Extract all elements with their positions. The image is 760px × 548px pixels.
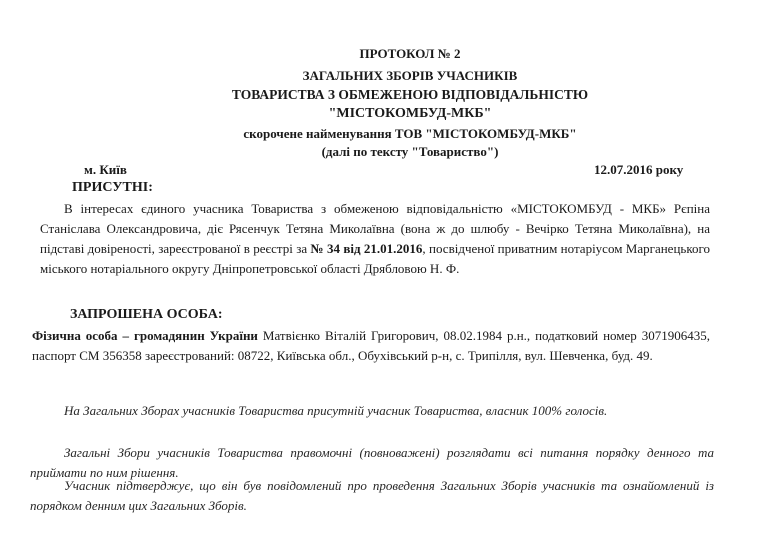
present-heading: ПРИСУТНІ:: [72, 180, 153, 195]
body-paragraph-3: Учасник підтверджує, що він був повідомлений про проведення Загальних Зборів учасників та ознайомлений із порядком денним цих Загальних Зборів.: [30, 478, 714, 513]
doc-title: ПРОТОКОЛ № 2: [359, 46, 461, 61]
company-name: "МІСТОКОМБУД-МКБ": [328, 106, 492, 121]
invited-paragraph: [32, 326, 710, 366]
date: 12.07.2016 року: [594, 162, 684, 177]
body-paragraph-1: На Загальних Зборах учасників Товариства присутній учасник Товариства, власник 100% голосів.: [64, 403, 608, 418]
city: м. Київ: [84, 162, 127, 177]
doc-subtitle: ЗАГАЛЬНИХ ЗБОРІВ УЧАСНИКІВ: [302, 68, 518, 83]
company-type: ТОВАРИСТВА З ОБМЕЖЕНОЮ ВІДПОВІДАЛЬНІСТЮ: [231, 87, 589, 102]
short-name: скорочене найменування ТОВ "МІСТОКОМБУД-МКБ": [243, 126, 577, 141]
present-paragraph: [40, 199, 710, 279]
body-paragraph-2: Загальні Збори учасників Товариства правомочні (повноважені) розглядати всі питання порядку денного та приймати по ним рішення.: [30, 445, 714, 480]
present-text-a: В інтересах єдиного учасника Товариства з обмеженою відповідальністю «МІСТОКОМБУД - МКБ» Рєпіна Станіслава Олександровича, діє Рясенчук Тетяна Миколаївна (вона ж до шлюбу - Вечірко Тетяна Миколаївна), на підставі довіреності, зареєстрованої в реєстрі за: [40, 201, 710, 256]
invited-person-type: Фізична особа – громадянин України: [32, 328, 258, 343]
alias-note: (далі по тексту "Товариство"): [321, 144, 499, 159]
present-registry: № 34 від 21.01.2016: [310, 241, 423, 256]
invited-heading: ЗАПРОШЕНА ОСОБА:: [70, 307, 223, 322]
invited-text: Матвієнко Віталій Григорович, 08.02.1984 р.н., податковий номер 3071906435, паспорт СМ 356358 зареєстрований: 08722, Київська обл., Обухівський р-н, с. Трипілля, вул. Шевченка, буд. 49.: [32, 328, 710, 363]
present-text-b: , посвідченої приватним нотаріусом Марганецького міського нотаріального округу Дніпропетровської області Дрябловою Н. Ф.: [40, 241, 710, 276]
